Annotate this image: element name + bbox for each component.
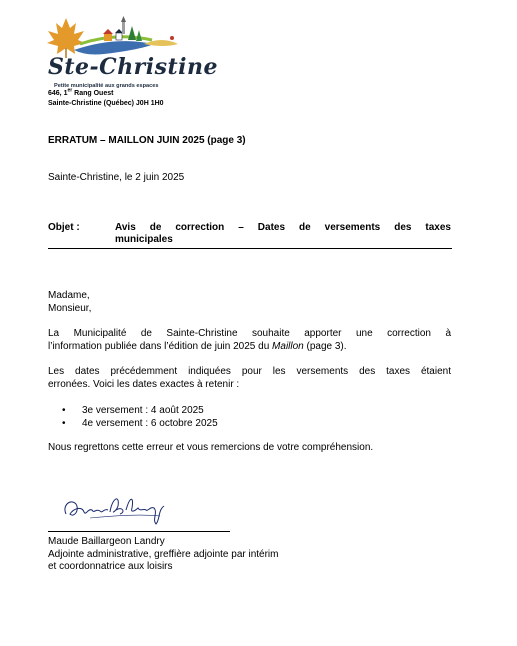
letter-page: Ste-Christine Petite municipalité aux grands espaces 646, 1er Rang Ouest Sainte-Christine (Québec) J0H 1H0 ERRATUM – MAILLON JUIN 2025 (page 3) Sainte-Christine, le 2 juin 2025 Objet : Avis de correction – Dates de versements des taxes municipales Madame, Monsieur, La Municipalité de Sainte-Christine souhaite apporter une correction à l’information publiée dans l’édition de juin 2025 du Maillon (page 3). Les dates précédemment indiquées pour les versements des taxes étaient erronées. Voici les dates exactes à retenir : • 3e versement : 4 août 2025 • 4e versement : 6 octobre 2025 Nous regrettons cette erreur et vous remercions de votre compréhension. Maude Baillargeon Landry Adjointe administrative, greffière adjointe par intérim et coordonnatrice aux loisirs — [0, 0, 517, 646]
logo-tagline: Petite municipalité aux grands espaces — [54, 83, 159, 89]
subject-text-line-1: Avis de correction – Dates de versements des taxes — [115, 222, 451, 233]
signer-name: Maude Baillargeon Landry — [48, 536, 165, 547]
bullet-icon: • — [62, 405, 66, 416]
paragraph-dates-line-1: Les dates précédemment indiquées pour les versements des taxes étaient — [48, 366, 451, 377]
bullet-icon: • — [62, 418, 66, 429]
signature-line — [48, 531, 230, 532]
municipality-address — [48, 89, 164, 109]
handwritten-signature — [60, 484, 170, 530]
paragraph-correction — [48, 327, 451, 353]
paragraph-dates-line-2: erronées. Voici les dates exactes à retenir : — [48, 379, 240, 390]
subject-text-line-2: municipales — [115, 234, 173, 245]
signer-title-line-1: Adjointe administrative, greffière adjointe par intérim — [48, 548, 279, 560]
letter-dateline: Sainte-Christine, le 2 juin 2025 — [48, 172, 185, 183]
address-line-1: 646, 1er Rang Ouest — [48, 87, 114, 97]
paragraph-correction-line-1: La Municipalité de Sainte-Christine souhaite apporter une correction à — [48, 328, 451, 339]
address-line-2: Sainte-Christine (Québec) J0H 1H0 — [48, 100, 164, 107]
publication-name: Maillon — [272, 341, 304, 352]
erratum-title: ERRATUM – MAILLON JUIN 2025 (page 3) — [48, 135, 246, 146]
signer-title-line-2: et coordonnatrice aux loisirs — [48, 561, 173, 572]
salutation-line-2: Monsieur, — [48, 303, 92, 314]
municipality-logo — [44, 14, 219, 94]
paragraph-apology: Nous regrettons cette erreur et vous remercions de votre compréhension. — [48, 442, 374, 453]
subject-underline — [48, 248, 452, 249]
signer-block — [48, 536, 279, 574]
salutation-line-1: Madame, — [48, 290, 90, 301]
paragraph-correction-line-2: l’information publiée dans l’édition de juin 2025 du Maillon (page 3). — [48, 341, 347, 352]
salutation — [48, 289, 91, 315]
logo-name: Ste-Christine — [48, 54, 219, 80]
subject-label: Objet : — [48, 222, 80, 233]
paragraph-dates — [48, 365, 451, 391]
